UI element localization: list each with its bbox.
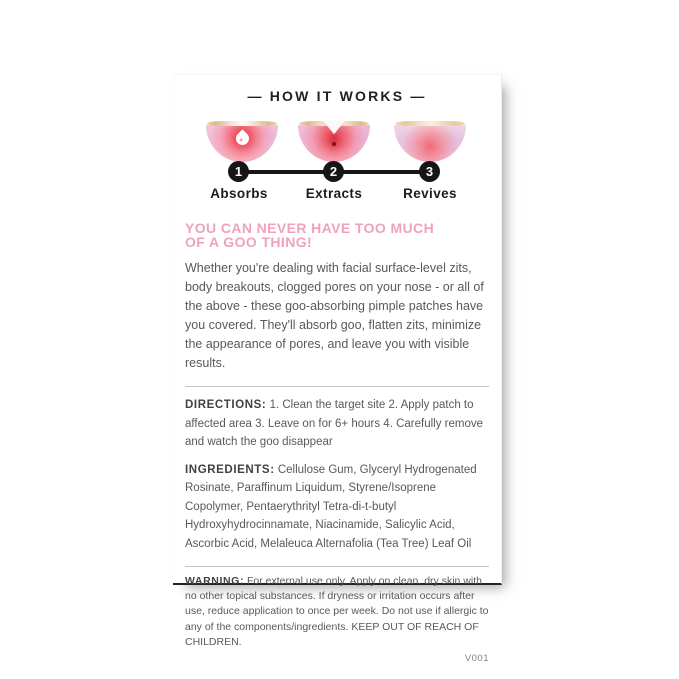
pore-dot bbox=[332, 142, 336, 146]
ingredients-text: Cellulose Gum, Glyceryl Hydrogenated Rosinate, Paraffinum Liquidum, Styrene/Isoprene Copolymer, Pentaerythrityl Tetra-di-t-butyl Hydroxyhydrocinnamate, Niacinamide, Salicylic Acid, Ascorbic Acid, Melaleuca Alternafolia (Tea Tree) Leaf Oil bbox=[185, 463, 477, 550]
divider-above-directions bbox=[185, 386, 489, 387]
packaging-back-panel bbox=[173, 74, 502, 665]
how-it-works-title: — HOW IT WORKS — bbox=[247, 88, 427, 104]
warning-text: For external use only. Apply on clean, dry skin with no other topical substances. If dryness or irritation occurs after use, reduce application to once per week. Do not use if allergic to any of the components/ingredients. KEEP OUT OF REACH OF CHILDREN. bbox=[185, 575, 489, 648]
directions-text: 1. Clean the target site 2. Apply patch to affected area 3. Leave on for 6+ hours 4. Carefully remove and watch the goo disappear bbox=[185, 399, 484, 448]
dome-gradient bbox=[206, 125, 278, 162]
ingredients-label: INGREDIENTS: bbox=[185, 463, 275, 476]
patch-revived-skin-icon bbox=[394, 121, 466, 163]
goo-drop-icon bbox=[233, 129, 251, 147]
divider-above-warning bbox=[185, 566, 489, 567]
directions-section bbox=[185, 396, 489, 452]
headline-line-2: OF A GOO THING! bbox=[185, 234, 313, 250]
dome-gradient bbox=[394, 125, 466, 162]
headline-line-1: YOU CAN NEVER HAVE TOO MUCH bbox=[185, 220, 435, 236]
extraction-notch-icon bbox=[323, 121, 345, 134]
warning-section bbox=[185, 574, 489, 650]
step-1-badge bbox=[228, 161, 249, 182]
step-3-badge bbox=[419, 161, 440, 182]
ingredients-section bbox=[185, 461, 489, 554]
patch-with-absorbed-drop-icon bbox=[206, 121, 278, 163]
version-code: V001 bbox=[464, 653, 489, 665]
text-column bbox=[185, 221, 489, 664]
drop-dot bbox=[238, 138, 242, 142]
step-2-number: 2 bbox=[329, 164, 338, 179]
step-1-label: Absorbs bbox=[210, 186, 268, 201]
step-2-label: Extracts bbox=[305, 186, 363, 201]
step-3-number: 3 bbox=[425, 164, 434, 179]
step-2-badge bbox=[323, 161, 344, 182]
patch-extracting-pore-icon bbox=[298, 121, 370, 163]
directions-label: DIRECTIONS: bbox=[185, 399, 267, 411]
patch-surface bbox=[207, 121, 277, 126]
patch-surface bbox=[395, 121, 465, 126]
headline bbox=[185, 221, 489, 249]
step-3-label: Revives bbox=[403, 186, 457, 201]
step-1-number: 1 bbox=[234, 164, 243, 179]
intro-paragraph: Whether you're dealing with facial surface-level zits, body breakouts, clogged pores on your nose - or all of the above - these goo-absorbing pimple patches have you covered. They'll absorb goo, flatten zits, minimize the appearance of pores, and leave you with visible results. bbox=[185, 261, 484, 370]
warning-label: WARNING: bbox=[185, 575, 245, 587]
